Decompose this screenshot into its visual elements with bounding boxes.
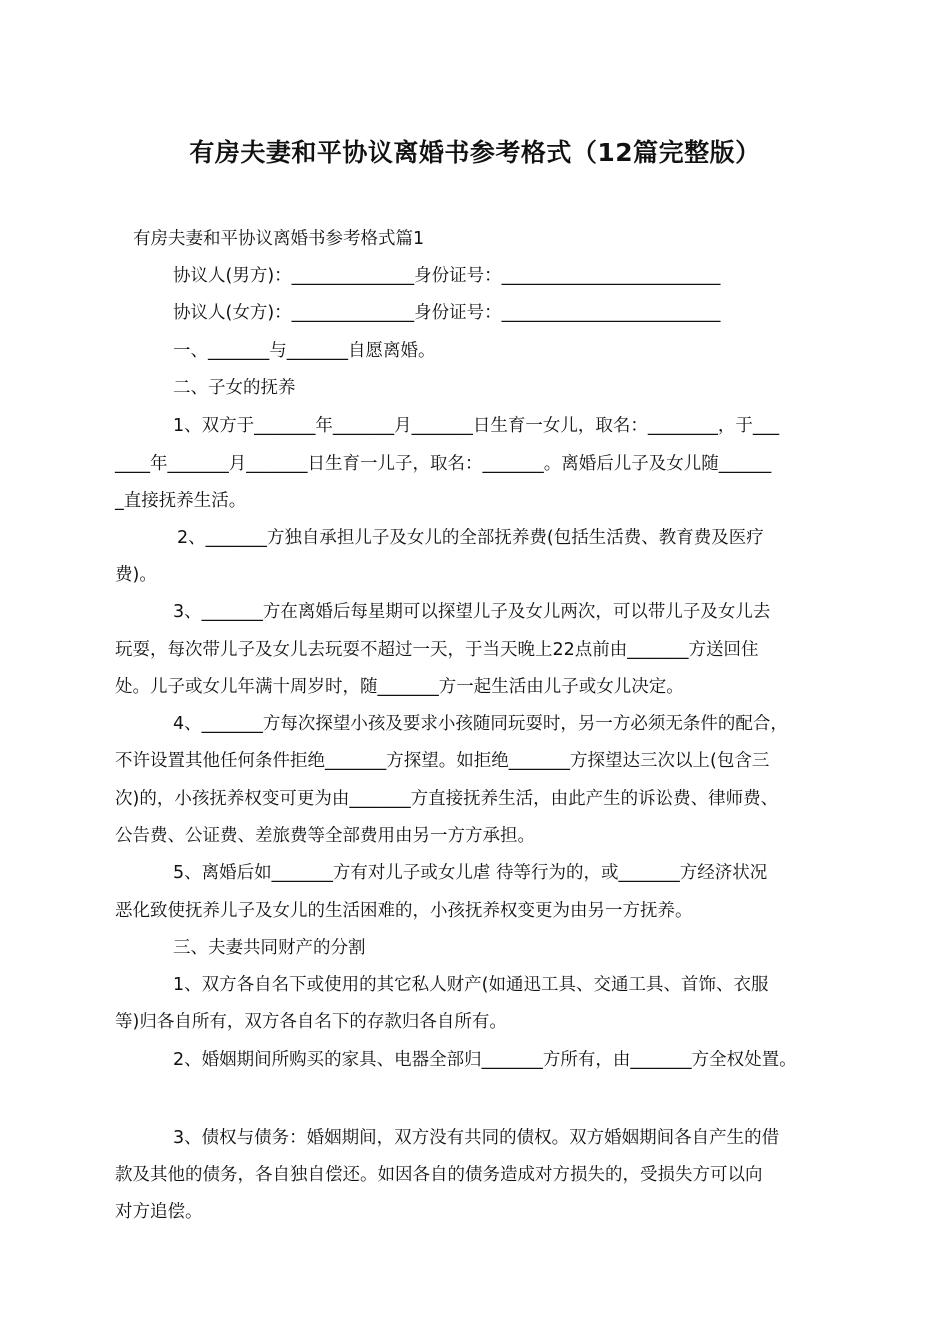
clause-2-heading: 二、子女的抚养 bbox=[173, 378, 296, 398]
paragraph-line: 次)的，小孩抚养权变可更为由_______方直接抚养生活，由此产生的诉讼费、律师费、 bbox=[115, 789, 779, 809]
party-female-line: 协议人(女方)：______________身份证号：_________________________ bbox=[173, 303, 721, 323]
clause-1: 一、_______与_______自愿离婚。 bbox=[173, 341, 436, 361]
paragraph-line: _直接抚养生活。 bbox=[115, 491, 247, 511]
paragraph-line: ____年_______月_______日生育一儿子，取名：_______。离婚后儿子及女儿随______ bbox=[115, 454, 772, 474]
paragraph-line: 2、_______方独自承担儿子及女儿的全部抚养费(包括生活费、教育费及医疗 bbox=[177, 528, 764, 548]
paragraph-line: 1、双方各自名下或使用的其它私人财产(如通迅工具、交通工具、首饰、衣服 bbox=[173, 975, 769, 995]
paragraph-line: 恶化致使抚养儿子及女儿的生活困难的，小孩抚养权变更为由另一方抚养。 bbox=[115, 901, 693, 921]
party-male-line: 协议人(男方)：______________身份证号：_________________________ bbox=[173, 266, 721, 286]
paragraph-line: 4、_______方每次探望小孩及要求小孩随同玩耍时，另一方必须无条件的配合， bbox=[173, 714, 788, 734]
paragraph-line: 1、双方于_______年_______月_______日生育一女儿，取名：________，于___ bbox=[173, 416, 780, 436]
paragraph-line: 款及其他的债务，各自独自偿还。如因各自的债务造成对方损失的，受损失方可以向 bbox=[115, 1165, 763, 1185]
paragraph-line: 2、婚姻期间所购买的家具、电器全部归_______方所有，由_______方全权处置。 bbox=[173, 1050, 797, 1070]
clause-3-heading: 三、夫妻共同财产的分割 bbox=[173, 938, 366, 958]
section-heading: 有房夫妻和平协议离婚书参考格式篇1 bbox=[133, 229, 425, 249]
paragraph-line: 费)。 bbox=[115, 565, 157, 585]
paragraph-line: 公告费、公证费、差旅费等全部费用由另一方方承担。 bbox=[115, 826, 535, 846]
paragraph-line: 不许设置其他任何条件拒绝_______方探望。如拒绝_______方探望达三次以上(包含三 bbox=[115, 751, 770, 771]
document-title: 有房夫妻和平协议离婚书参考格式（12篇完整版） bbox=[189, 138, 761, 167]
paragraph-line: 5、离婚后如_______方有对儿子或女儿虐 待等行为的，或_______方经济状况 bbox=[173, 863, 768, 883]
paragraph-line: 等)归各自所有，双方各自名下的存款归各自所有。 bbox=[115, 1012, 507, 1032]
paragraph-line: 3、_______方在离婚后每星期可以探望儿子及女儿两次，可以带儿子及女儿去 bbox=[173, 602, 771, 622]
paragraph-line: 3、债权与债务：婚姻期间，双方没有共同的债权。双方婚姻期间各自产生的借 bbox=[173, 1128, 780, 1148]
paragraph-line: 对方追偿。 bbox=[115, 1202, 203, 1222]
paragraph-line: 玩耍，每次带儿子及女儿去玩耍不超过一天，于当天晚上22点前由_______方送回住 bbox=[115, 640, 759, 660]
paragraph-line: 处。儿子或女儿年满十周岁时，随_______方一起生活由儿子或女儿决定。 bbox=[115, 677, 684, 697]
